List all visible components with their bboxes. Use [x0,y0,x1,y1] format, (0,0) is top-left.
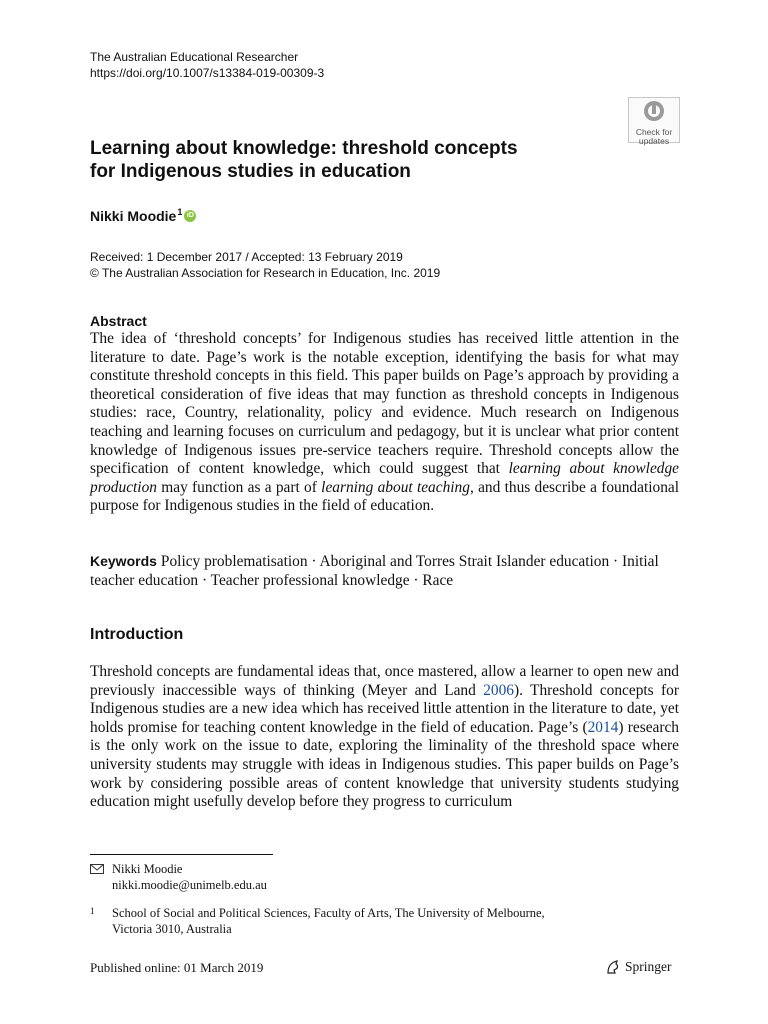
abstract-emphasis-2: learning about teaching [321,478,470,496]
article-title [90,137,610,183]
orcid-icon[interactable]: iD [184,210,196,222]
author-name: Nikki Moodie [90,208,177,224]
introduction-text: Threshold concepts are fundamental ideas that, once mastered, allow a learner to open new and previously inaccessible ways of thinking (Meyer and Land 2006). Threshold concepts for Indigenous studies are a new idea which has received little attention in the literature to date, yet holds promise for teaching content knowledge in the field of education. Page’s (2014) research is the only work on the issue to date, exploring the liminality of the threshold space where university students may struggle with ideas in Indigenous studies. This paper builds on Page’s work by considering possible areas of content knowledge that university students studying education might usefully develop before they progress to curriculum [90,663,680,811]
contact-name: Nikki Moodie [112,862,183,876]
received-accepted: Received: 1 December 2017 / Accepted: 13 February 2019 [90,250,403,264]
contact-email[interactable]: nikki.moodie@unimelb.edu.au [112,878,267,892]
springer-horse-icon [605,959,621,975]
affiliation-line-1: School of Social and Political Sciences, Faculty of Arts, The University of Melbourne, [112,906,545,920]
journal-header [90,49,324,81]
title-line-2: for Indigenous studies in education [90,161,411,182]
envelope-icon [90,864,104,874]
crossmark-line2: updates [638,136,670,146]
abstract-emphasis-1: learning about knowledge production [90,460,679,496]
citation-link-2014[interactable]: 2014 [587,718,619,736]
doi-link[interactable]: https://doi.org/10.1007/s13384-019-00309-3 [90,66,325,80]
copyright: © The Australian Association for Research in Education, Inc. 2019 [90,266,441,280]
check-for-updates-badge[interactable] [628,97,680,146]
crossmark-line1: Check for [635,127,673,137]
publisher-name: Springer [625,959,672,974]
keywords-label: Keywords [90,553,157,569]
abstract-heading: Abstract [90,313,147,329]
journal-name: The Australian Educational Researcher [90,50,299,64]
keywords [90,552,679,590]
abstract-text: The idea of ‘threshold concepts’ for Indigenous studies has received little attention in the literature to date. Page’s work is the notable exception, identifying the basis for what may constitute threshold concepts in this field. This paper builds on Page’s approach by providing a theoretical consideration of five ideas that may function as threshold concepts in Indigenous studies: race, Country, relationality, policy and evidence. Much research on Indigenous teaching and learning focuses on curriculum and pedagogy, but it is unclear what prior content knowledge of Indigenous issues pre-service teachers require. Threshold concepts allow the specification of content knowledge, which could suggest that learning about knowledge production may function as a part of learning about teaching, and thus describe a foundational purpose for Indigenous studies in the field of education. [90,330,679,515]
author-line [90,206,196,226]
keywords-list: Policy problematisation · Aboriginal and Torres Strait Islander education · Initial teacher education · Teacher professional knowledge · Race [90,553,659,589]
publisher-logo [605,958,672,976]
affiliation-number: 1 [90,906,95,916]
article-dates [90,249,440,281]
title-line-1: Learning about knowledge: threshold concepts [90,138,518,159]
published-date: Published online: 01 March 2019 [90,960,264,975]
author-affiliation-number: 1 [177,207,183,217]
crossmark-icon [643,100,665,122]
footnote-divider [90,854,273,855]
introduction-heading: Introduction [90,626,184,643]
citation-link-2006[interactable]: 2006 [483,681,514,699]
affiliation-line-2: Victoria 3010, Australia [112,922,232,936]
